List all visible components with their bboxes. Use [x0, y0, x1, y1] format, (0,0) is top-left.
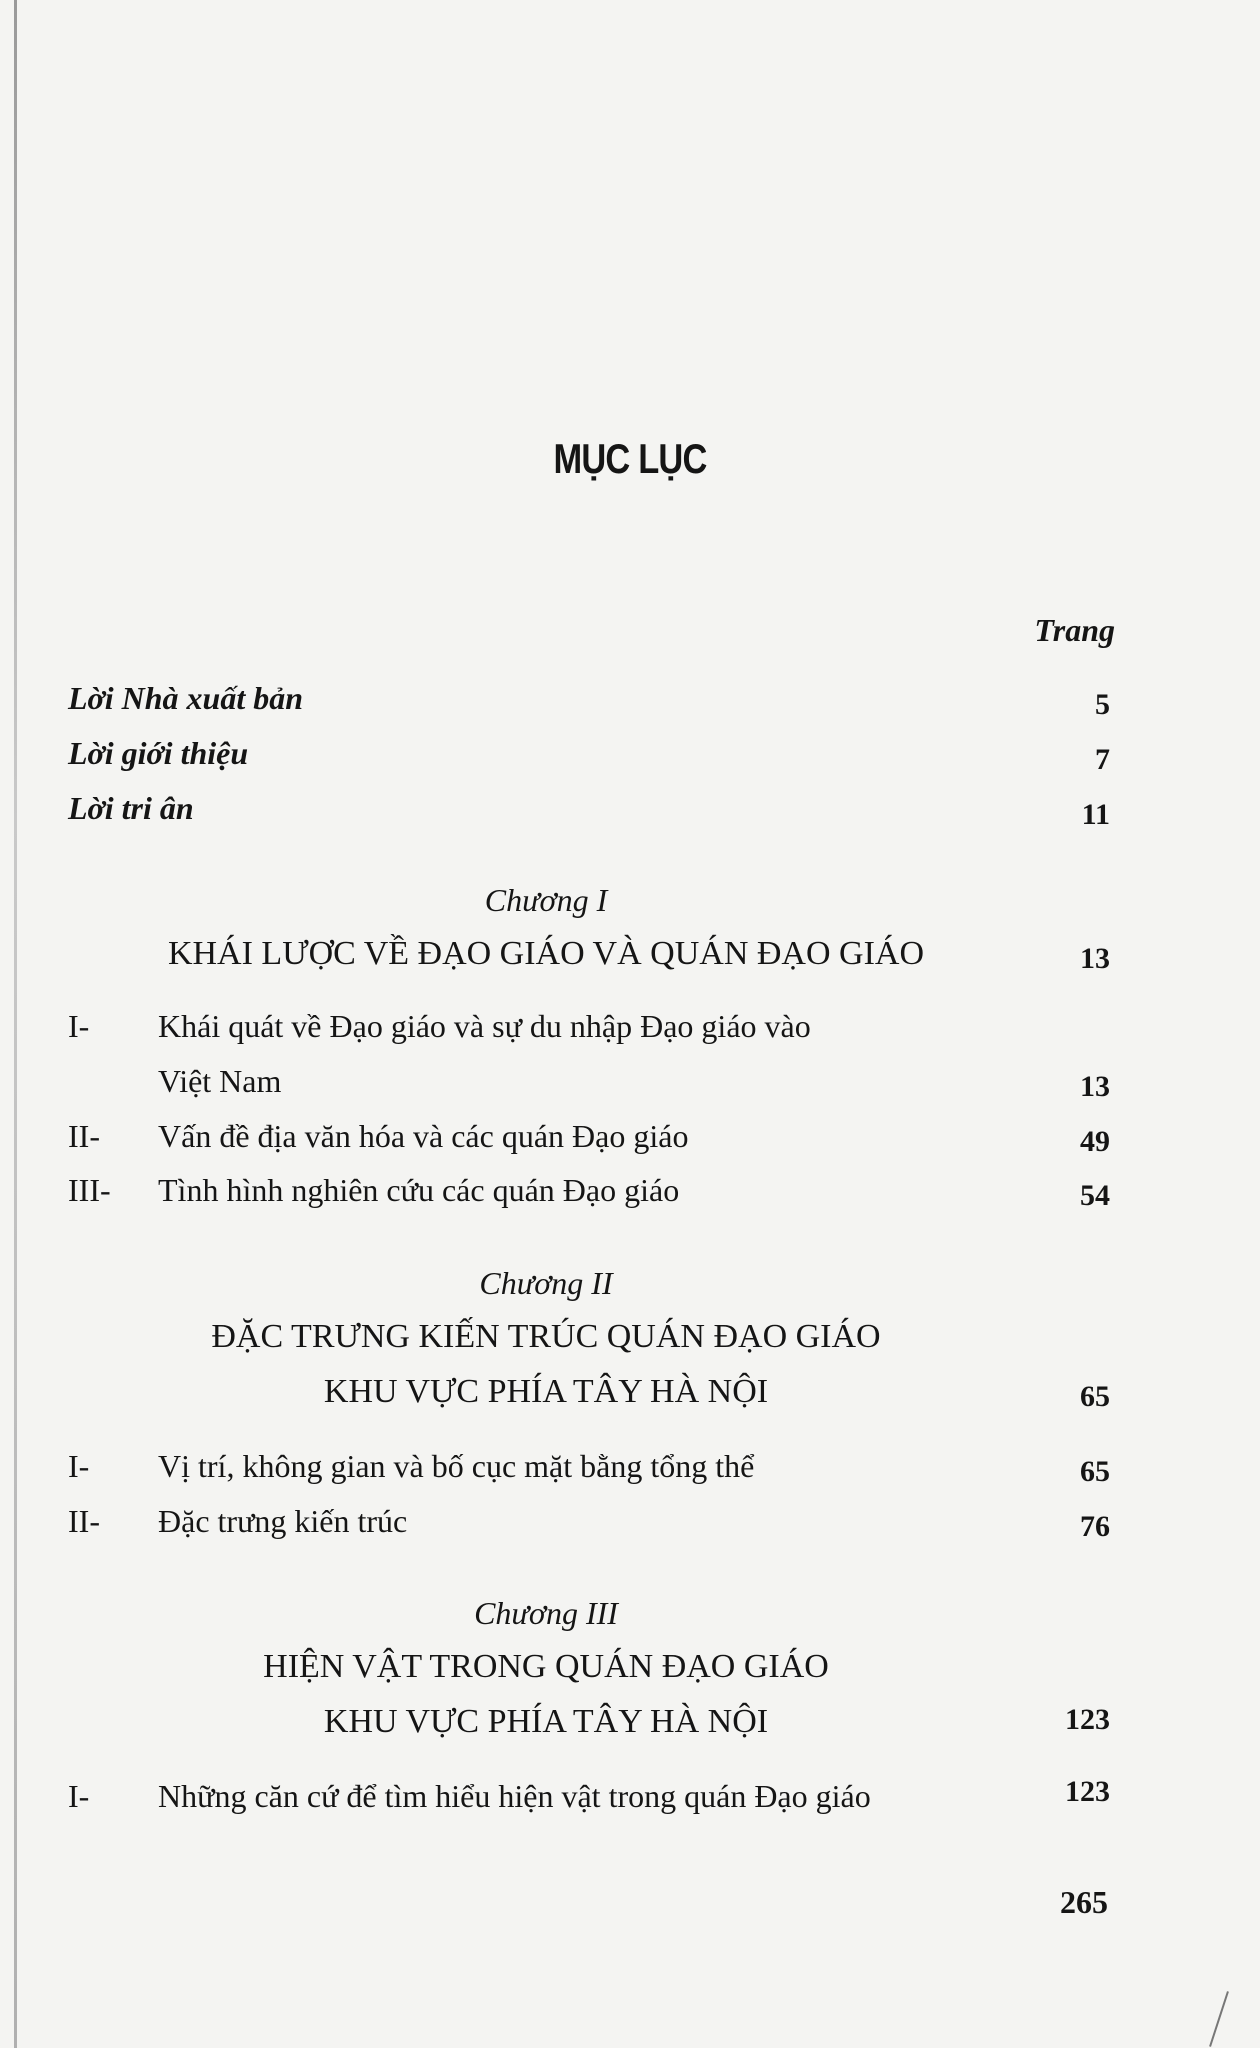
- toc-entry-introduction[interactable]: Lời giới thiệu: [68, 735, 249, 771]
- section-title[interactable]: Đặc trưng kiến trúc: [158, 1503, 408, 1539]
- toc-page-number: 76: [1080, 1510, 1110, 1543]
- section-title[interactable]: Vấn đề địa văn hóa và các quán Đạo giáo: [158, 1118, 689, 1154]
- toc-page-number: 11: [1081, 798, 1110, 831]
- chapter-label: Chương III: [474, 1595, 618, 1631]
- toc-entry-acknowledgements[interactable]: Lời tri ân: [68, 790, 194, 826]
- section-mark: I-: [68, 1008, 90, 1044]
- toc-page-number: 54: [1080, 1179, 1110, 1212]
- section-mark: I-: [68, 1448, 90, 1484]
- section-title[interactable]: Những căn cứ để tìm hiểu hiện vật trong quán Đạo giáo: [158, 1778, 871, 1814]
- toc-page-number: 65: [1080, 1380, 1110, 1413]
- chapter-title[interactable]: ĐẶC TRƯNG KIẾN TRÚC QUÁN ĐẠO GIÁO: [211, 1318, 881, 1355]
- toc-page-number: 13: [1080, 942, 1110, 975]
- section-title-continued[interactable]: Việt Nam: [158, 1063, 282, 1099]
- section-title[interactable]: Vị trí, không gian và bố cục mặt bằng tổng thể: [158, 1448, 755, 1484]
- chapter-title-continued[interactable]: KHU VỰC PHÍA TÂY HÀ NỘI: [323, 1703, 769, 1740]
- page-column-header: Trang: [1034, 612, 1115, 648]
- pen-mark: [1209, 1991, 1229, 2047]
- toc-page-number: 7: [1095, 743, 1110, 776]
- toc-page-number: 5: [1095, 688, 1110, 721]
- section-mark: I-: [68, 1778, 90, 1814]
- folio-page-number: 265: [1060, 1884, 1108, 1920]
- chapter-label: Chương I: [484, 882, 608, 918]
- toc-page-number: 123: [1065, 1775, 1110, 1808]
- page-title: MỤC LỤC: [553, 435, 707, 482]
- section-mark: II-: [68, 1503, 100, 1539]
- toc-page-number: 123: [1065, 1703, 1110, 1736]
- section-title[interactable]: Tình hình nghiên cứu các quán Đạo giáo: [158, 1172, 680, 1208]
- chapter-title-continued[interactable]: KHU VỰC PHÍA TÂY HÀ NỘI: [323, 1373, 769, 1410]
- chapter-label: Chương II: [479, 1265, 613, 1301]
- toc-page-number: 13: [1080, 1070, 1110, 1103]
- toc-entry-publisher-note[interactable]: Lời Nhà xuất bản: [68, 680, 303, 716]
- toc-page-number: 49: [1080, 1125, 1110, 1158]
- section-mark: III-: [68, 1172, 111, 1208]
- chapter-title[interactable]: KHÁI LƯỢC VỀ ĐẠO GIÁO VÀ QUÁN ĐẠO GIÁO: [167, 935, 925, 972]
- toc-page-number: 65: [1080, 1455, 1110, 1488]
- section-mark: II-: [68, 1118, 100, 1154]
- chapter-title[interactable]: HIỆN VẬT TRONG QUÁN ĐẠO GIÁO: [263, 1648, 829, 1685]
- section-title[interactable]: Khái quát về Đạo giáo và sự du nhập Đạo giáo vào: [158, 1008, 811, 1044]
